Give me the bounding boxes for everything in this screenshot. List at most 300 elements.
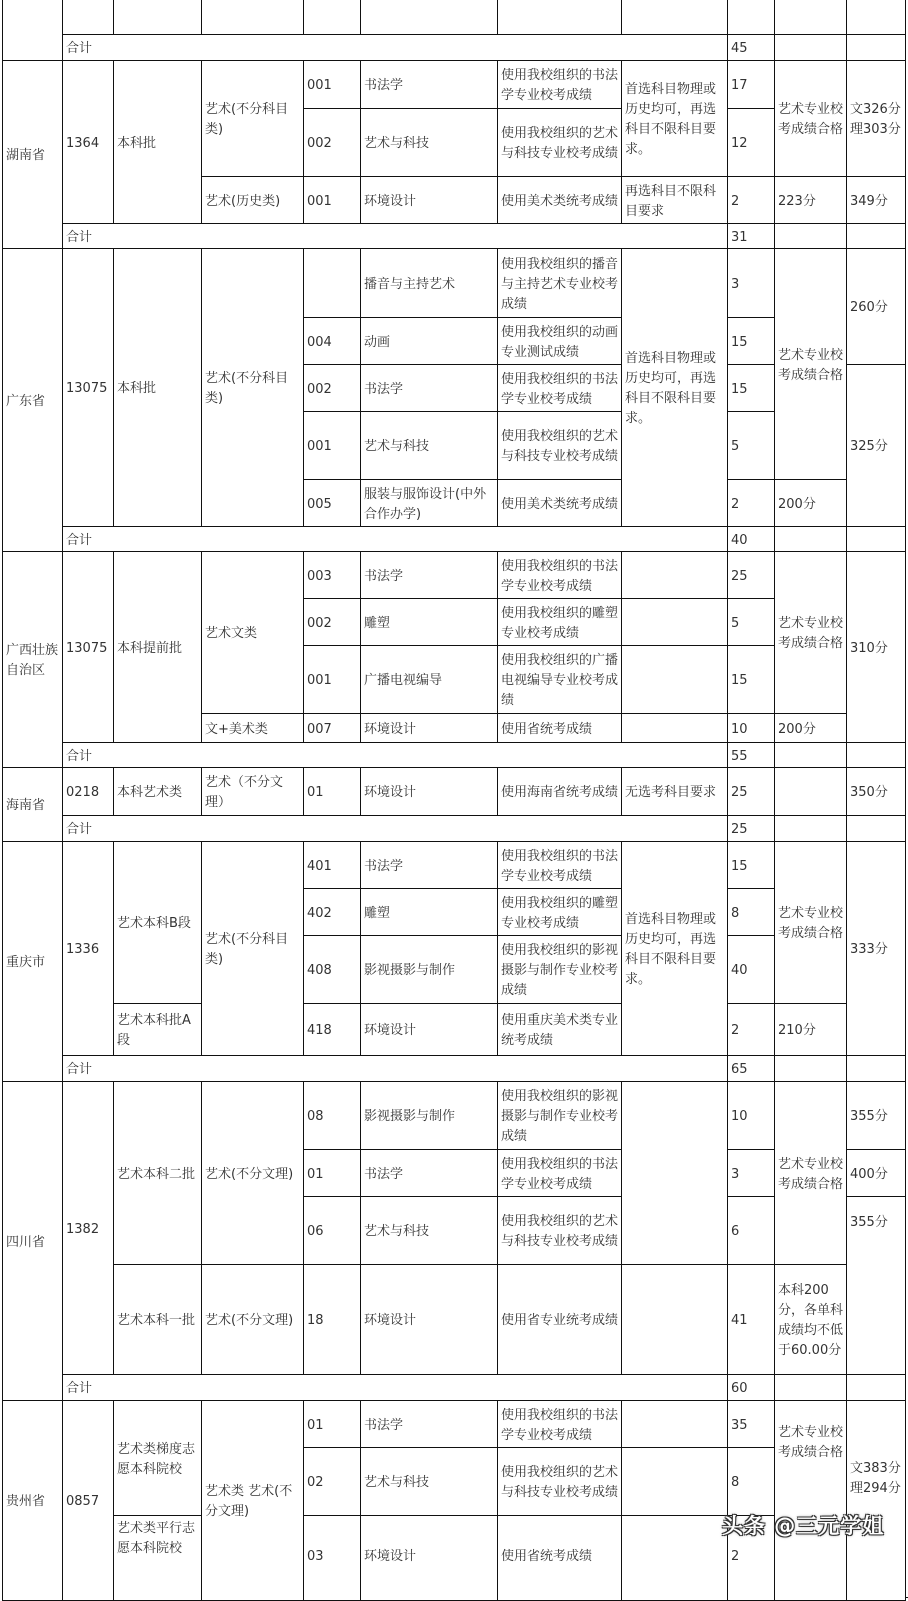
cell-text: 书法学 (364, 1166, 404, 1182)
cell-text: 10 (731, 721, 748, 737)
cell-text: 雕塑 (364, 905, 391, 921)
table-cell-guangxi-culture (846, 551, 906, 743)
cell-text: 03 (307, 1549, 324, 1564)
table-cell-guangdong-culture-1 (846, 248, 906, 365)
cell-text: 艺术专业校考成绩合格 (778, 906, 844, 941)
cell-text: 5 (731, 615, 740, 631)
table-cell-chongqing-batch-2 (113, 1003, 202, 1056)
table-cell-sichuan-category-2 (201, 1264, 304, 1375)
table-cell-guangxi-major-3 (360, 645, 498, 714)
table-cell-chongqing-code (62, 841, 114, 1056)
table-cell-guangdong-code (62, 248, 114, 527)
cell-text: 艺术本科一批 (117, 1313, 196, 1328)
table-cell-hainan-code-01 (303, 767, 361, 816)
table-cell-sichuan-major-2 (360, 1149, 498, 1197)
cell-text: 影视摄影与制作 (364, 1109, 456, 1124)
cell-text: 艺术(历史类) (205, 193, 281, 209)
table-cell-guangxi-exam-4 (497, 713, 622, 743)
table-cell-sichuan-total-label (62, 1374, 728, 1401)
table-cell-guangxi-code-007 (303, 713, 361, 743)
cell-text: 首选科目物理或历史均可，再选科目不限科目要求。 (625, 912, 717, 987)
table-cell-hainan-subject (621, 767, 728, 816)
table-cell-sichuan-exam-3 (497, 1196, 622, 1265)
table-cell-guangxi-code (62, 551, 114, 743)
table-cell-hunan-culture-1 (846, 60, 906, 177)
table-cell-guangdong-quota-2 (727, 317, 775, 365)
table-cell-hunan-major-1 (360, 60, 498, 109)
cell-text: 25 (731, 568, 748, 584)
table-cell-guangxi-prof (774, 551, 847, 714)
cell-text: 艺术与科技 (364, 439, 430, 454)
table-cell-guangdong-total-label (62, 526, 728, 552)
cell-text: 重庆市 (6, 955, 46, 970)
cell-text: 2 (731, 1549, 740, 1564)
cell-text: 355分 (850, 1109, 888, 1124)
table-cell-guangdong-quota-5 (727, 479, 775, 527)
cell-text: 15 (731, 858, 748, 874)
table-cell-prev-code (303, 0, 361, 35)
cell-text: 四川省 (6, 1234, 46, 1250)
table-cell-guizhou-major-1 (360, 1400, 498, 1448)
table-cell-guizhou-exam-1 (497, 1400, 622, 1448)
table-cell-sichuan-exam-1 (497, 1081, 622, 1150)
table-cell-sichuan-code-08 (303, 1081, 361, 1150)
table-cell-guangdong-batch (113, 248, 202, 527)
table-cell-guangxi-quota-3 (727, 645, 775, 714)
table-cell-sichuan-quota-1 (727, 1081, 775, 1150)
table-cell-sichuan-exam-4 (497, 1264, 622, 1375)
cell-text: 文383分理294分 (850, 1461, 901, 1496)
cell-text: 动画 (364, 334, 391, 350)
table-cell-guangdong-exam-3 (497, 364, 622, 412)
table-cell-guangxi-total-value (727, 742, 775, 768)
cell-text: 使用我校组织的书法学专业校考成绩 (501, 371, 619, 407)
table-cell-guangdong-prof-5 (774, 479, 847, 527)
table-cell-prev-major (360, 0, 498, 35)
cell-text: 355分 (850, 1215, 888, 1230)
cell-text: 13075 (66, 640, 108, 656)
cell-text: 环境设计 (364, 721, 417, 737)
cell-text: 15 (731, 334, 748, 350)
cell-text: 贵州省 (6, 1494, 46, 1509)
cell-text: 使用我校组织的雕塑专业校考成绩 (501, 605, 619, 641)
table-cell-guangdong-code-1 (303, 248, 361, 318)
cell-text: 艺术专业校考成绩合格 (778, 1425, 844, 1460)
cell-text: 合计 (66, 41, 93, 56)
cell-text: 55 (731, 748, 748, 764)
table-cell-guangxi-exam-2 (497, 598, 622, 646)
cell-text: 45 (731, 41, 748, 56)
table-cell-prev-total-e1 (774, 34, 847, 61)
cell-text: 使用美术类统考成绩 (501, 496, 619, 512)
table-cell-hunan-code (62, 60, 114, 224)
table-cell-sichuan-subject-1 (621, 1081, 728, 1265)
table-cell-guangxi-total-e2 (846, 742, 906, 768)
table-cell-guangdong-code-004 (303, 317, 361, 365)
table-cell-chongqing-total-e1 (774, 1055, 847, 1082)
table-cell-sichuan-culture-1 (846, 1081, 906, 1150)
table-cell-prev-exam (497, 0, 622, 35)
cell-text: 文+美术类 (205, 721, 268, 737)
cell-text: 001 (307, 78, 332, 93)
table-cell-guangdong-total-e1 (774, 526, 847, 552)
cell-text: 40 (731, 963, 748, 978)
cell-text: 200分 (778, 721, 816, 737)
cell-text: 002 (307, 381, 332, 397)
cell-text: 004 (307, 334, 332, 350)
cell-text: 环境设计 (364, 193, 417, 209)
cell-text: 艺术专业校考成绩合格 (778, 616, 844, 651)
cell-text: 书法学 (364, 1417, 404, 1433)
table-cell-chongqing-code-401 (303, 841, 361, 889)
table-cell-hunan-exam-3 (497, 176, 622, 224)
cell-text: 06 (307, 1224, 324, 1239)
table-cell-chongqing-total-label (62, 1055, 728, 1082)
cell-text: 349分 (850, 193, 888, 209)
table-cell-chongqing-exam-3 (497, 935, 622, 1004)
table-cell-guangxi-batch (113, 551, 202, 743)
table-cell-guizhou-subject-3 (621, 1515, 728, 1601)
table-cell-hainan-prof (774, 767, 847, 816)
cell-text: 书法学 (364, 858, 404, 874)
table-cell-guangxi-quota-2 (727, 598, 775, 646)
table-cell-prev-culture-req (846, 0, 906, 35)
cell-text: 08 (307, 1109, 324, 1124)
table-cell-guangdong-code-002 (303, 364, 361, 412)
table-cell-guangdong-exam-1 (497, 248, 622, 318)
cell-text: 艺术(不分科目类) (205, 371, 289, 406)
cell-text: 13075 (66, 381, 108, 396)
cell-text: 31 (731, 229, 748, 245)
table-cell-sichuan-prof-4 (774, 1264, 847, 1375)
table-cell-guangxi-subject-3 (621, 645, 728, 714)
table-cell-prev-total-e2 (846, 34, 906, 61)
cell-text: 书法学 (364, 78, 404, 93)
table-cell-hainan-culture (846, 767, 906, 816)
cell-text: 325分 (850, 439, 888, 454)
cell-text: 首选科目物理或历史均可，再选科目不限科目要求。 (625, 351, 717, 426)
cell-text: 艺术专业校考成绩合格 (778, 1156, 844, 1192)
cell-text: 使用我校组织的书法学专业校考成绩 (501, 68, 619, 103)
table-cell-hunan-total-label (62, 223, 728, 249)
table-cell-sichuan-category-1 (201, 1081, 304, 1265)
table-cell-guangdong-quota-3 (727, 364, 775, 412)
table-cell-guizhou-major-3 (360, 1515, 498, 1601)
cell-text: 35 (731, 1417, 748, 1433)
table-cell-guangdong-major-2 (360, 317, 498, 365)
table-cell-guizhou-prof (774, 1400, 847, 1601)
cell-text: 使用我校组织的影视摄影与制作专业校考成绩 (501, 943, 619, 998)
cell-text: 25 (731, 822, 748, 837)
table-cell-guangdong-code-005 (303, 479, 361, 527)
cell-text: 使用我校组织的书法学专业校考成绩 (501, 1407, 619, 1443)
table-cell-guangxi-exam-1 (497, 551, 622, 599)
cell-text: 合计 (66, 1062, 93, 1077)
cell-text: 环境设计 (364, 1549, 417, 1564)
cell-text: 007 (307, 721, 332, 737)
table-cell-guangdong-prof (774, 248, 847, 480)
table-cell-guangxi-category-2 (201, 713, 304, 743)
table-cell-hainan-quota (727, 767, 775, 816)
table-cell-hunan-category-1 (201, 60, 304, 177)
cell-text: 3 (731, 276, 740, 292)
cell-text: 本科艺术类 (117, 785, 183, 800)
table-cell-sichuan-subject-4 (621, 1264, 728, 1375)
table-cell-sichuan-culture-3 (846, 1196, 906, 1375)
table-cell-hainan-total-label (62, 815, 728, 842)
table-cell-sichuan-quota-2 (727, 1149, 775, 1197)
table-cell-sichuan-exam-2 (497, 1149, 622, 1197)
table-cell-hainan-major (360, 767, 498, 816)
cell-text: 401 (307, 858, 332, 874)
table-cell-hunan-culture-3 (846, 176, 906, 224)
cell-text: 使用我校组织的艺术与科技专业校考成绩 (501, 1465, 619, 1500)
cell-text: 01 (307, 785, 324, 800)
cell-text: 本科提前批 (117, 640, 183, 656)
cell-text: 17 (731, 78, 748, 93)
table-cell-chongqing-total-e2 (846, 1055, 906, 1082)
table-cell-hunan-prof-3 (774, 176, 847, 224)
table-cell-hainan-exam (497, 767, 622, 816)
table-cell-sichuan-code-06 (303, 1196, 361, 1265)
table-cell-sichuan-batch-2 (113, 1264, 202, 1375)
cell-text: 1382 (66, 1221, 100, 1237)
cell-text: 1336 (66, 942, 100, 957)
table-cell-hunan-total-value (727, 223, 775, 249)
cell-text: 3 (731, 1166, 740, 1182)
table-cell-guangdong-major-4 (360, 411, 498, 480)
table-cell-chongqing-quota-2 (727, 888, 775, 936)
cell-text: 书法学 (364, 381, 404, 397)
cell-text: 2 (731, 1023, 740, 1038)
table-cell-hainan-total-e1 (774, 815, 847, 842)
cell-text: 使用省专业统考成绩 (501, 1313, 619, 1328)
cell-text: 5 (731, 439, 740, 454)
table-cell-sichuan-quota-4 (727, 1264, 775, 1375)
cell-text: 418 (307, 1023, 332, 1038)
table-cell-prev-prof-req (774, 0, 847, 35)
table-cell-guangxi-major-1 (360, 551, 498, 599)
table-cell-hunan-code-001b (303, 176, 361, 224)
table-cell-chongqing-prof (774, 841, 847, 1004)
cell-text: 无选考科目要求 (625, 785, 717, 800)
table-cell-sichuan-major-1 (360, 1081, 498, 1150)
table-cell-hunan-subject-1 (621, 60, 728, 177)
cell-text: 002 (307, 615, 332, 631)
table-cell-guizhou-batch-2 (113, 1515, 202, 1601)
cell-text: 艺术本科二批 (117, 1166, 196, 1182)
cell-text: 本科200分，各单科成绩均不低于60.00分 (778, 1283, 844, 1358)
table-cell-chongqing-code-402 (303, 888, 361, 936)
table-cell-guangxi-province (2, 551, 63, 768)
table-cell-guangdong-exam-5 (497, 479, 622, 527)
table-cell-chongqing-major-2 (360, 888, 498, 936)
cell-text: 使用我校组织的播音与主持艺术专业校考成绩 (501, 256, 619, 312)
table-cell-chongqing-quota-3 (727, 935, 775, 1004)
table-cell-guizhou-subject-2 (621, 1447, 728, 1516)
table-cell-hainan-province (2, 767, 63, 842)
cell-text: 艺术(不分科目类) (205, 102, 289, 137)
cell-text: 400分 (850, 1166, 888, 1182)
cell-text: 服装与服饰设计(中外合作办学) (364, 486, 487, 522)
cell-text: 环境设计 (364, 1023, 417, 1038)
table-cell-chongqing-code-408 (303, 935, 361, 1004)
cell-text: 艺术与科技 (364, 136, 430, 151)
cell-text: 18 (307, 1313, 324, 1328)
table-cell-guangxi-prof-4 (774, 713, 847, 743)
cell-text: 影视摄影与制作 (364, 963, 456, 978)
cell-text: 8 (731, 1475, 740, 1490)
table-cell-chongqing-category (201, 841, 304, 1056)
cell-text: 005 (307, 496, 332, 512)
cell-text: 艺术本科批A段 (117, 1013, 191, 1048)
table-cell-guangxi-major-4 (360, 713, 498, 743)
cell-text: 使用我校组织的书法学专业校考成绩 (501, 848, 619, 884)
table-cell-guangdong-total-value (727, 526, 775, 552)
cell-text: 合计 (66, 1381, 93, 1396)
cell-text: 402 (307, 905, 332, 921)
table-cell-guizhou-code (62, 1400, 114, 1601)
table-cell-sichuan-province (2, 1081, 63, 1401)
table-cell-hunan-batch (113, 60, 202, 224)
table-cell-sichuan-major-3 (360, 1196, 498, 1265)
table-cell-guangdong-quota-1 (727, 248, 775, 318)
table-cell-sichuan-major-4 (360, 1264, 498, 1375)
cell-text: 广西壮族自治区 (6, 643, 59, 678)
table-cell-sichuan-total-e2 (846, 1374, 906, 1401)
cell-text: 艺术(不分科目类) (205, 932, 289, 967)
table-cell-guangxi-quota-1 (727, 551, 775, 599)
cell-text: 环境设计 (364, 1313, 417, 1328)
cell-text: 环境设计 (364, 785, 417, 800)
cell-text: 使用海南省统考成绩 (501, 785, 619, 800)
table-cell-guizhou-major-2 (360, 1447, 498, 1516)
cell-text: 200分 (778, 496, 816, 512)
table-cell-prev-empty-col3 (201, 0, 304, 35)
table-cell-hunan-exam-1 (497, 60, 622, 109)
cell-text: 使用我校组织的动画专业测试成绩 (501, 324, 619, 360)
table-cell-guizhou-exam-2 (497, 1447, 622, 1516)
table-cell-chongqing-batch-1 (113, 841, 202, 1004)
cell-text: 6 (731, 1224, 740, 1239)
table-cell-chongqing-prof-4 (774, 1003, 847, 1056)
cell-text: 02 (307, 1475, 324, 1490)
table-cell-sichuan-quota-3 (727, 1196, 775, 1265)
cell-text: 408 (307, 963, 332, 978)
table-cell-prev-code-col (62, 0, 114, 35)
cell-text: 210分 (778, 1023, 816, 1038)
table-cell-guangdong-culture-2 (846, 364, 906, 527)
cell-text: 艺术(不分文理) (205, 1166, 294, 1182)
table-cell-guangdong-province (2, 248, 63, 552)
table-cell-sichuan-total-value (727, 1374, 775, 1401)
cell-text: 15 (731, 381, 748, 397)
cell-text: 001 (307, 193, 332, 209)
table-cell-hunan-major-3 (360, 176, 498, 224)
table-cell-sichuan-prof-1 (774, 1081, 847, 1265)
table-cell-hunan-code-001 (303, 60, 361, 109)
cell-text: 艺术文类 (205, 626, 258, 641)
table-cell-prev-subject (621, 0, 728, 35)
cell-text: 2 (731, 496, 740, 512)
cell-text: 使用我校组织的影视摄影与制作专业校考成绩 (501, 1089, 619, 1144)
table-cell-guangxi-total-e1 (774, 742, 847, 768)
table-cell-hainan-total-value (727, 815, 775, 842)
cell-text: 合计 (66, 822, 93, 837)
table-cell-guizhou-code-01 (303, 1400, 361, 1448)
table-cell-guizhou-subject-1 (621, 1400, 728, 1448)
table-cell-chongqing-code-418 (303, 1003, 361, 1056)
table-cell-chongqing-exam-1 (497, 841, 622, 889)
cell-text: 湖南省 (6, 148, 46, 163)
cell-text: 海南省 (6, 798, 46, 813)
cell-text: 使用重庆美术类专业统考成绩 (501, 1013, 619, 1048)
table-cell-sichuan-total-e1 (774, 1374, 847, 1401)
cell-text: 艺术与科技 (364, 1224, 430, 1239)
cell-text: 雕塑 (364, 615, 391, 631)
table-cell-guizhou-batch-1 (113, 1400, 202, 1516)
table-cell-guangxi-total-label (62, 742, 728, 768)
table-cell-guangdong-code-001 (303, 411, 361, 480)
cell-text: 首选科目物理或历史均可，再选科目不限科目要求。 (625, 82, 717, 157)
cell-text: 310分 (850, 640, 888, 656)
cell-text: 65 (731, 1062, 748, 1077)
cell-text: 使用省统考成绩 (501, 1549, 593, 1564)
cell-text: 001 (307, 673, 332, 688)
cell-text: 001 (307, 439, 332, 454)
table-cell-hainan-batch (113, 767, 202, 816)
cell-text: 25 (731, 785, 748, 800)
table-cell-guizhou-culture (846, 1400, 906, 1601)
table-cell-hunan-subject-3 (621, 176, 728, 224)
table-cell-guizhou-quota-2 (727, 1447, 775, 1516)
cell-text: 0857 (66, 1494, 100, 1509)
table-cell-hunan-province (2, 60, 63, 249)
table-cell-chongqing-major-4 (360, 1003, 498, 1056)
table-cell-guangxi-code-002 (303, 598, 361, 646)
cell-text: 艺术专业校考成绩合格 (778, 102, 844, 137)
cell-text: 合计 (66, 748, 93, 764)
table-cell-sichuan-code-18 (303, 1264, 361, 1375)
cell-text: 本科批 (117, 381, 157, 396)
cell-text: 艺术本科B段 (117, 916, 191, 931)
table-cell-guangxi-subject-1 (621, 551, 728, 599)
table-cell-guangdong-quota-4 (727, 411, 775, 480)
cell-text: 使用我校组织的艺术与科技专业校考成绩 (501, 429, 619, 464)
table-cell-sichuan-code (62, 1081, 114, 1375)
cell-text: 260分 (850, 300, 888, 315)
table-cell-guangdong-total-e2 (846, 526, 906, 552)
table-cell-hainan-total-e2 (846, 815, 906, 842)
table-cell-guizhou-category (201, 1400, 304, 1601)
cell-text: 01 (307, 1166, 324, 1182)
cell-text: 合计 (66, 229, 93, 245)
cell-text: 41 (731, 1313, 748, 1328)
table-cell-guangdong-exam-4 (497, 411, 622, 480)
cell-text: 广播电视编导 (364, 673, 443, 688)
cell-text: 再选科目不限科目要求 (625, 183, 717, 219)
cell-text: 12 (731, 136, 748, 151)
cell-text: 2 (731, 193, 740, 209)
cell-text: 本科批 (117, 135, 157, 151)
table-cell-hunan-quota-1 (727, 60, 775, 109)
cell-text: 350分 (850, 785, 888, 800)
table-cell-sichuan-code-01 (303, 1149, 361, 1197)
table-cell-guizhou-code-02 (303, 1447, 361, 1516)
cell-text: 使用我校组织的广播电视编导专业校考成绩 (501, 653, 619, 708)
table-cell-guangdong-category (201, 248, 304, 527)
table-cell-prev-total-value (727, 34, 775, 61)
